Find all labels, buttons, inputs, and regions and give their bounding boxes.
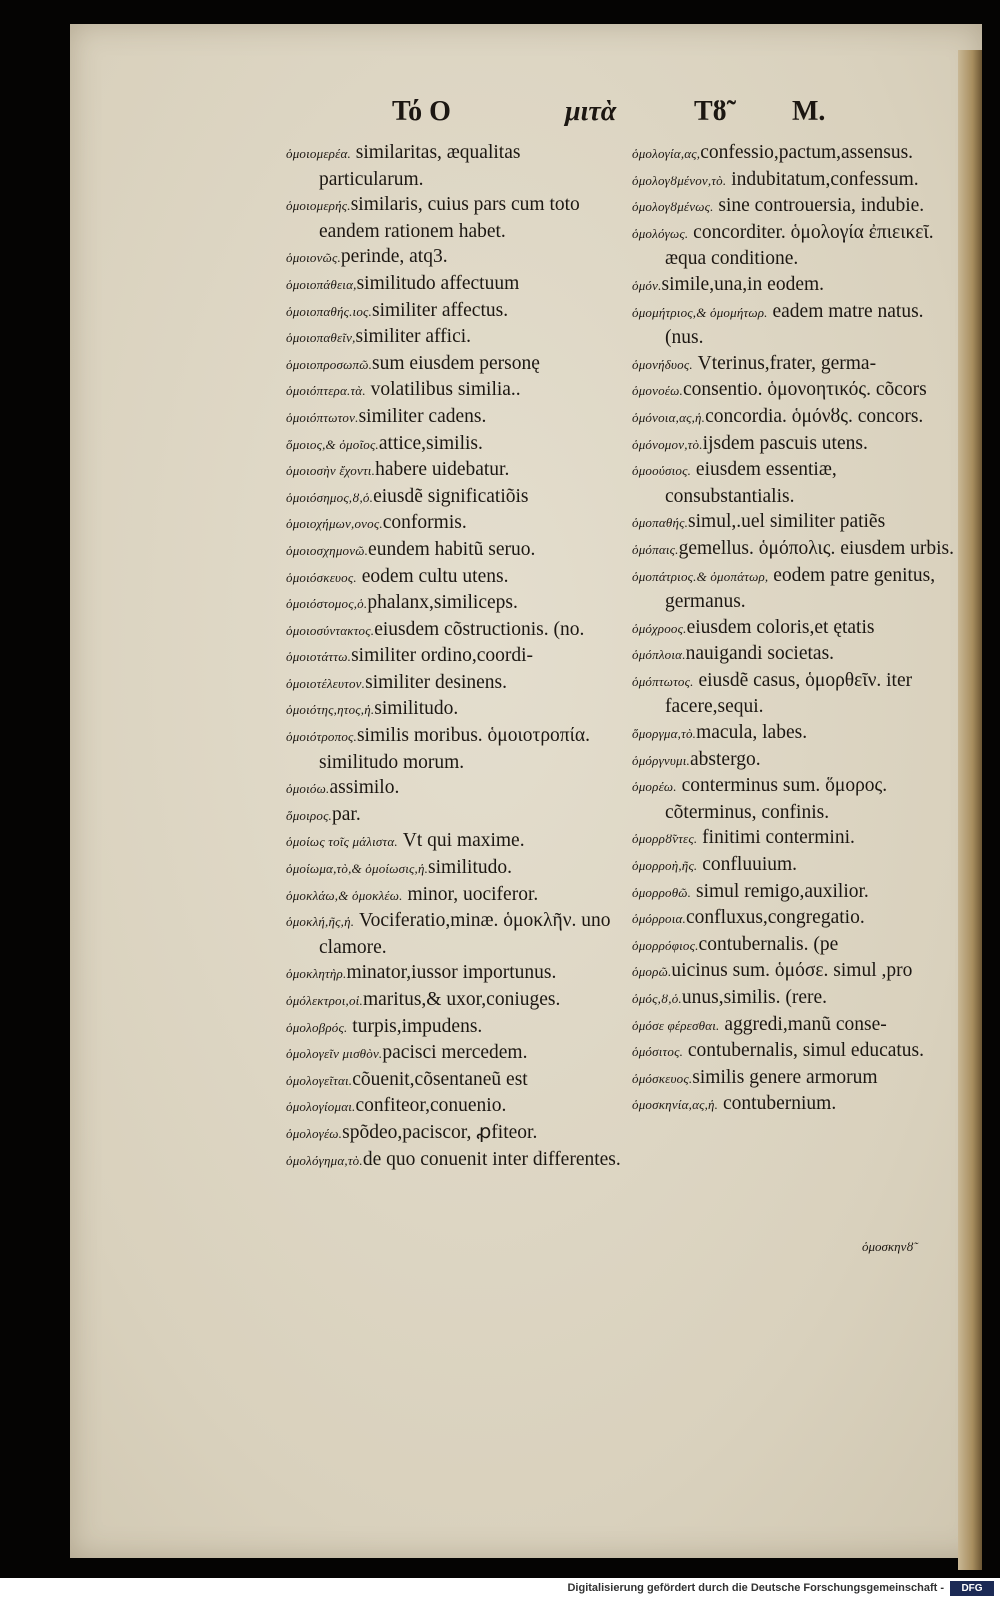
dictionary-entry — [286, 298, 626, 325]
latin-definition: finitimi contermini. — [697, 827, 855, 849]
greek-headword: ὁμοπάτριος.& ὁμοπάτωρ, — [632, 568, 769, 584]
dictionary-entry — [632, 958, 962, 985]
greek-headword: ὁμοίως τοῖς μάλιστα. — [286, 834, 398, 850]
greek-headword: ὁμοιόω. — [286, 781, 330, 797]
latin-definition: cõuenit,cõsentaneũ est — [352, 1068, 528, 1090]
latin-definition: uicinus sum. ὁμόσε. simul ,pro — [671, 960, 913, 982]
dictionary-entry — [632, 509, 962, 536]
latin-definition: eiusdẽ significatiõis — [373, 485, 529, 507]
dictionary-entry — [632, 536, 962, 563]
latin-definition: similitudo affectuum — [356, 272, 520, 294]
greek-headword: ὁμοιονῶς. — [286, 250, 341, 266]
latin-definition: ijsdem pascuis utens. — [702, 432, 868, 454]
running-head — [0, 96, 1000, 132]
latin-definition: concordia. ὁμόνȣς. concors. — [705, 405, 924, 427]
greek-headword: ὁμός,ȣ,ὁ. — [632, 991, 682, 1006]
greek-headword: ὁμοσκηνία,ας,ἡ. — [632, 1097, 719, 1113]
latin-definition: eodem patre genitus, germanus. — [665, 564, 936, 613]
dictionary-entry — [632, 773, 962, 825]
dictionary-entry — [286, 351, 626, 378]
greek-headword: ὁμοιόπτερα.τὰ. — [286, 383, 366, 399]
greek-headword: ὁμοιοπαθεῖν, — [286, 330, 356, 346]
latin-definition: Vt qui maxime. — [397, 830, 525, 852]
running-head-left: Τό Ο — [392, 96, 451, 127]
dictionary-entry — [286, 140, 626, 192]
greek-headword: ὁμοκλή,ῆς,ἡ. — [286, 914, 355, 930]
dictionary-entry — [632, 1065, 962, 1092]
latin-definition: similis genere armorum — [692, 1066, 878, 1088]
dictionary-entry — [632, 140, 962, 167]
latin-definition: similaritas, æqualitas particularum. — [319, 142, 521, 190]
dictionary-entry — [286, 404, 626, 431]
latin-definition: indubitatum,confessum. — [726, 168, 919, 190]
dictionary-entry — [286, 537, 626, 564]
greek-headword: ὁμόπτωτος. — [632, 673, 694, 689]
latin-definition: conformis. — [382, 512, 467, 534]
latin-definition: gemellus. ὁμόπολις. eiusdem urbis. — [678, 537, 954, 559]
dictionary-entry — [286, 244, 626, 271]
latin-definition: simile,una,in eodem. — [661, 273, 825, 295]
dictionary-entry — [632, 377, 962, 404]
latin-definition: maritus,& uxor,coniuges. — [362, 989, 561, 1010]
latin-definition: de quo conuenit inter differentes. — [362, 1148, 621, 1170]
dictionary-entry — [632, 1038, 962, 1065]
latin-definition: sum eiusdem personę — [372, 352, 540, 374]
greek-headword: ὁμόπλοια. — [632, 647, 686, 663]
latin-definition: concorditer. ὁμολογία ἐπιεικεῖ. æqua conditione. — [665, 221, 934, 270]
greek-headword: ὁμορρόφιος. — [632, 937, 699, 953]
greek-headword: ὁμόν. — [632, 277, 662, 293]
latin-definition: similiter desinens. — [365, 671, 508, 693]
greek-headword: ὁμόσε φέρεσθαι. — [632, 1017, 720, 1033]
running-head-center: μιτὰ — [565, 96, 617, 127]
dictionary-entry — [286, 908, 626, 960]
dictionary-entry — [632, 1012, 962, 1039]
greek-headword: ὅμοιος,& ὁμοῖος. — [286, 436, 379, 452]
greek-headword: ὁμορροὴ,ῆς. — [632, 858, 698, 874]
greek-headword: ὁμολόγως. — [632, 225, 689, 241]
greek-headword: ὁμόπαις. — [632, 541, 679, 557]
greek-headword: ὁμόρροια. — [632, 911, 686, 927]
latin-definition: spõdeo,paciscor, ꝓfiteor. — [342, 1121, 538, 1143]
dictionary-entry — [632, 193, 962, 220]
latin-definition: eodem cultu utens. — [356, 565, 509, 587]
greek-headword: ὁμοιότης,ητος,ἡ. — [286, 702, 375, 718]
greek-headword: ὁμοιόπτωτον. — [286, 409, 359, 425]
greek-headword: ὅμοιρος. — [286, 807, 333, 823]
dictionary-entry — [286, 457, 626, 484]
greek-headword: ὁμολογία,ας, — [632, 146, 701, 161]
greek-headword: ὁμορρȣ̃ντες. — [632, 831, 698, 847]
dfg-logo: DFG — [950, 1581, 994, 1596]
greek-headword: ὁμολογίομαι. — [286, 1099, 356, 1115]
dictionary-entry — [632, 852, 962, 879]
greek-headword: ὁμολοβρός. — [286, 1019, 348, 1035]
greek-headword: ὁμοιοσύντακτος. — [286, 622, 375, 638]
dictionary-entry — [632, 879, 962, 906]
dictionary-entry — [632, 167, 962, 194]
greek-headword: ὁμολογεῖν μισθὸν. — [286, 1046, 383, 1062]
right-column — [632, 140, 962, 1118]
latin-definition: contubernalis. (pe — [698, 933, 839, 955]
latin-definition: conterminus sum. ὅμορος. cõterminus, confinis. — [665, 775, 888, 823]
dictionary-entry — [286, 723, 626, 775]
greek-headword: ὁμοιότροπος. — [286, 729, 357, 745]
latin-definition: minor, uociferor. — [402, 883, 539, 905]
greek-headword: ὁμορέω. — [632, 779, 677, 795]
latin-definition: minator,iussor importunus. — [346, 962, 557, 984]
greek-headword: ὁμοιοχήμων,ονος. — [286, 516, 383, 532]
greek-headword: ὁμολογȣμένως. — [632, 199, 714, 215]
dictionary-entry — [632, 431, 962, 458]
latin-definition: eiusdem coloris,et ętatis — [686, 616, 875, 638]
greek-headword: ὁμολογȣμένον,τὸ. — [632, 172, 727, 188]
dictionary-entry — [632, 825, 962, 852]
dictionary-entry — [286, 1093, 626, 1120]
latin-definition: contubernium. — [718, 1093, 837, 1115]
latin-definition: eiusdem cõstructionis. (no. — [374, 618, 585, 640]
latin-definition: eiusdem essentiæ, consubstantialis. — [665, 459, 837, 507]
latin-definition: eadem matre natus. (nus. — [665, 300, 924, 349]
greek-headword: ὅμοργμα,τὸ. — [632, 726, 697, 742]
greek-headword: ὁμοιόσκευος. — [286, 569, 357, 585]
dictionary-entry — [632, 747, 962, 774]
greek-headword: ὁμόνοια,ας,ἡ. — [632, 409, 706, 425]
latin-definition: eiusdẽ casus, ὁμορθεῖν. iter facere,sequi. — [665, 669, 913, 718]
greek-headword: ὁμοιοτέλευτον. — [286, 675, 366, 691]
greek-headword: ὁμολογεῖται. — [286, 1072, 353, 1088]
latin-definition: unus,similis. (rere. — [681, 987, 828, 1008]
greek-headword: ὁμόργνυμι. — [632, 752, 691, 768]
dictionary-entry — [286, 643, 626, 670]
latin-definition: confiteor,conuenio. — [355, 1095, 507, 1117]
greek-headword: ὁμορῶ. — [632, 964, 672, 980]
dictionary-entry — [632, 641, 962, 668]
dictionary-entry — [286, 431, 626, 458]
greek-headword: ὁμοκλάω,& ὁμοκλέω. — [286, 887, 403, 903]
dictionary-entry — [632, 932, 962, 959]
dictionary-entry — [286, 1120, 626, 1147]
latin-definition: sine controuersia, indubie. — [713, 195, 925, 217]
dictionary-entry — [286, 855, 626, 882]
latin-definition: turpis,impudens. — [347, 1015, 483, 1037]
dictionary-entry — [632, 905, 962, 932]
latin-definition: contubernalis, simul educatus. — [683, 1040, 925, 1062]
dictionary-entry — [286, 882, 626, 909]
dictionary-entry — [286, 324, 626, 351]
latin-definition: Vterinus,frater, germa- — [692, 352, 877, 374]
dictionary-entry — [286, 987, 626, 1014]
latin-definition: confluuium. — [697, 854, 798, 876]
latin-definition: consentio. ὁμονοητικός. cõcors — [682, 379, 927, 401]
dictionary-entry — [286, 802, 626, 829]
greek-headword: ὁμονοέω. — [632, 383, 683, 399]
latin-definition: simul remigo,auxilior. — [691, 880, 869, 902]
latin-definition: similiter affici. — [355, 326, 472, 348]
dictionary-entry — [632, 1091, 962, 1118]
dictionary-entry — [286, 960, 626, 987]
greek-headword: ὁμοιομερέα. — [286, 146, 351, 161]
greek-headword: ὁμοιοσὴν ἔχοντι. — [286, 463, 376, 479]
latin-definition: similiter affectus. — [371, 299, 509, 321]
dictionary-entry — [286, 828, 626, 855]
footer-text: Digitalisierung gefördert durch die Deutsche Forschungsgemeinschaft - — [567, 1582, 944, 1594]
greek-headword: ὁμόσιτος. — [632, 1044, 684, 1060]
greek-headword: ὁμολόγημα,τὸ. — [286, 1152, 363, 1168]
greek-headword: ὁμορροθῶ. — [632, 884, 692, 900]
latin-definition: simul,.uel similiter patiẽs — [688, 511, 886, 533]
dictionary-entry — [632, 563, 962, 615]
running-head-right-b: Μ. — [792, 96, 826, 127]
latin-definition: perinde, atq3. — [340, 246, 448, 268]
greek-headword: ὁμοιοπαθής.ιος. — [286, 303, 372, 319]
greek-headword: ὁμοιομερής. — [286, 198, 351, 214]
latin-definition: similiter ordino,coordi- — [351, 645, 534, 667]
dictionary-entry — [632, 985, 962, 1012]
greek-headword: ὁμοιοσχημονῶ. — [286, 542, 369, 558]
latin-definition: macula, labes. — [696, 722, 808, 744]
greek-headword: ὁμοιοτάττω. — [286, 649, 352, 665]
greek-headword: ὁμονήδυος. — [632, 356, 693, 372]
latin-definition: par. — [332, 803, 361, 825]
greek-headword: ὁμομήτριος,& ὁμομήτωρ. — [632, 304, 768, 320]
latin-definition: similaris, cuius pars cum toto eandem rationem habet. — [319, 194, 580, 242]
greek-headword: ὁμοιόστομος,ὁ. — [286, 596, 368, 612]
latin-definition: aggredi,manũ conse- — [719, 1013, 887, 1035]
latin-definition: abstergo. — [690, 748, 761, 770]
dictionary-entry — [286, 271, 626, 298]
latin-definition: assimilo. — [329, 777, 400, 799]
dictionary-entry — [286, 192, 626, 244]
latin-definition: pacisci mercedem. — [382, 1042, 528, 1064]
latin-definition: eundem habitũ seruo. — [368, 538, 536, 560]
dictionary-entry — [286, 564, 626, 591]
latin-definition: nauigandi societas. — [685, 643, 835, 665]
dictionary-entry — [286, 377, 626, 404]
greek-headword: ὁμόσκευος. — [632, 1070, 693, 1086]
catchword: ὁμοσκηνȣ̃ — [862, 1239, 914, 1254]
latin-definition: confessio,pactum,assensus. — [700, 142, 914, 163]
latin-definition: similiter cadens. — [358, 405, 487, 427]
dictionary-entry — [286, 510, 626, 537]
dictionary-entry — [632, 272, 962, 299]
greek-headword: ὁμοούσιος. — [632, 463, 692, 479]
dictionary-entry — [632, 299, 962, 351]
dictionary-entry — [632, 615, 962, 642]
latin-definition: habere uidebatur. — [375, 459, 510, 481]
dictionary-entry — [632, 668, 962, 720]
dictionary-entry — [632, 351, 962, 378]
greek-headword: ὁμόλεκτροι,οἱ. — [286, 993, 363, 1008]
dictionary-entry — [286, 775, 626, 802]
latin-definition: phalanx,similiceps. — [367, 592, 518, 614]
left-column — [286, 140, 626, 1173]
latin-definition: confluxus,congregatio. — [686, 907, 865, 929]
latin-definition: Vociferatio,minæ. ὁμοκλῆν. uno clamore. — [319, 910, 611, 958]
dictionary-entry — [286, 1040, 626, 1067]
greek-headword: ὁμόνομον,τὸ. — [632, 436, 703, 452]
dictionary-entry — [286, 1067, 626, 1094]
latin-definition: attice,similis. — [378, 432, 483, 454]
footer-bar — [0, 1578, 1000, 1599]
running-head-right-a: Τȣ̃ — [694, 96, 727, 127]
dictionary-entry — [632, 220, 962, 272]
greek-headword: ὁμοπαθής. — [632, 515, 689, 531]
greek-headword: ὁμοιοπάθεια, — [286, 276, 357, 292]
latin-definition: volatilibus similia.. — [365, 379, 521, 401]
latin-definition: similis moribus. ὁμοιοτροπία. similitudo morum. — [319, 725, 590, 773]
greek-headword: ὁμοκλητὴρ. — [286, 966, 347, 982]
dictionary-entry — [632, 404, 962, 431]
latin-definition: similitudo. — [428, 857, 513, 879]
dictionary-entry — [286, 590, 626, 617]
greek-headword: ὁμοιόσημος,ȣ,ὁ. — [286, 489, 374, 505]
greek-headword: ὁμοίωμα,τὸ,& ὁμοίωσις,ἡ. — [286, 861, 429, 877]
dictionary-entry — [286, 1014, 626, 1041]
greek-headword: ὁμοιοπροσωπῶ. — [286, 356, 373, 372]
dictionary-entry — [286, 670, 626, 697]
greek-headword: ὁμολογέω. — [286, 1125, 343, 1141]
dictionary-entry — [632, 720, 962, 747]
greek-headword: ὁμόχροος. — [632, 620, 687, 636]
dictionary-entry — [632, 457, 962, 509]
latin-definition: similitudo. — [374, 698, 459, 720]
dictionary-entry — [286, 696, 626, 723]
dictionary-entry — [286, 617, 626, 644]
dictionary-entry — [286, 484, 626, 511]
dictionary-entry — [286, 1147, 626, 1174]
